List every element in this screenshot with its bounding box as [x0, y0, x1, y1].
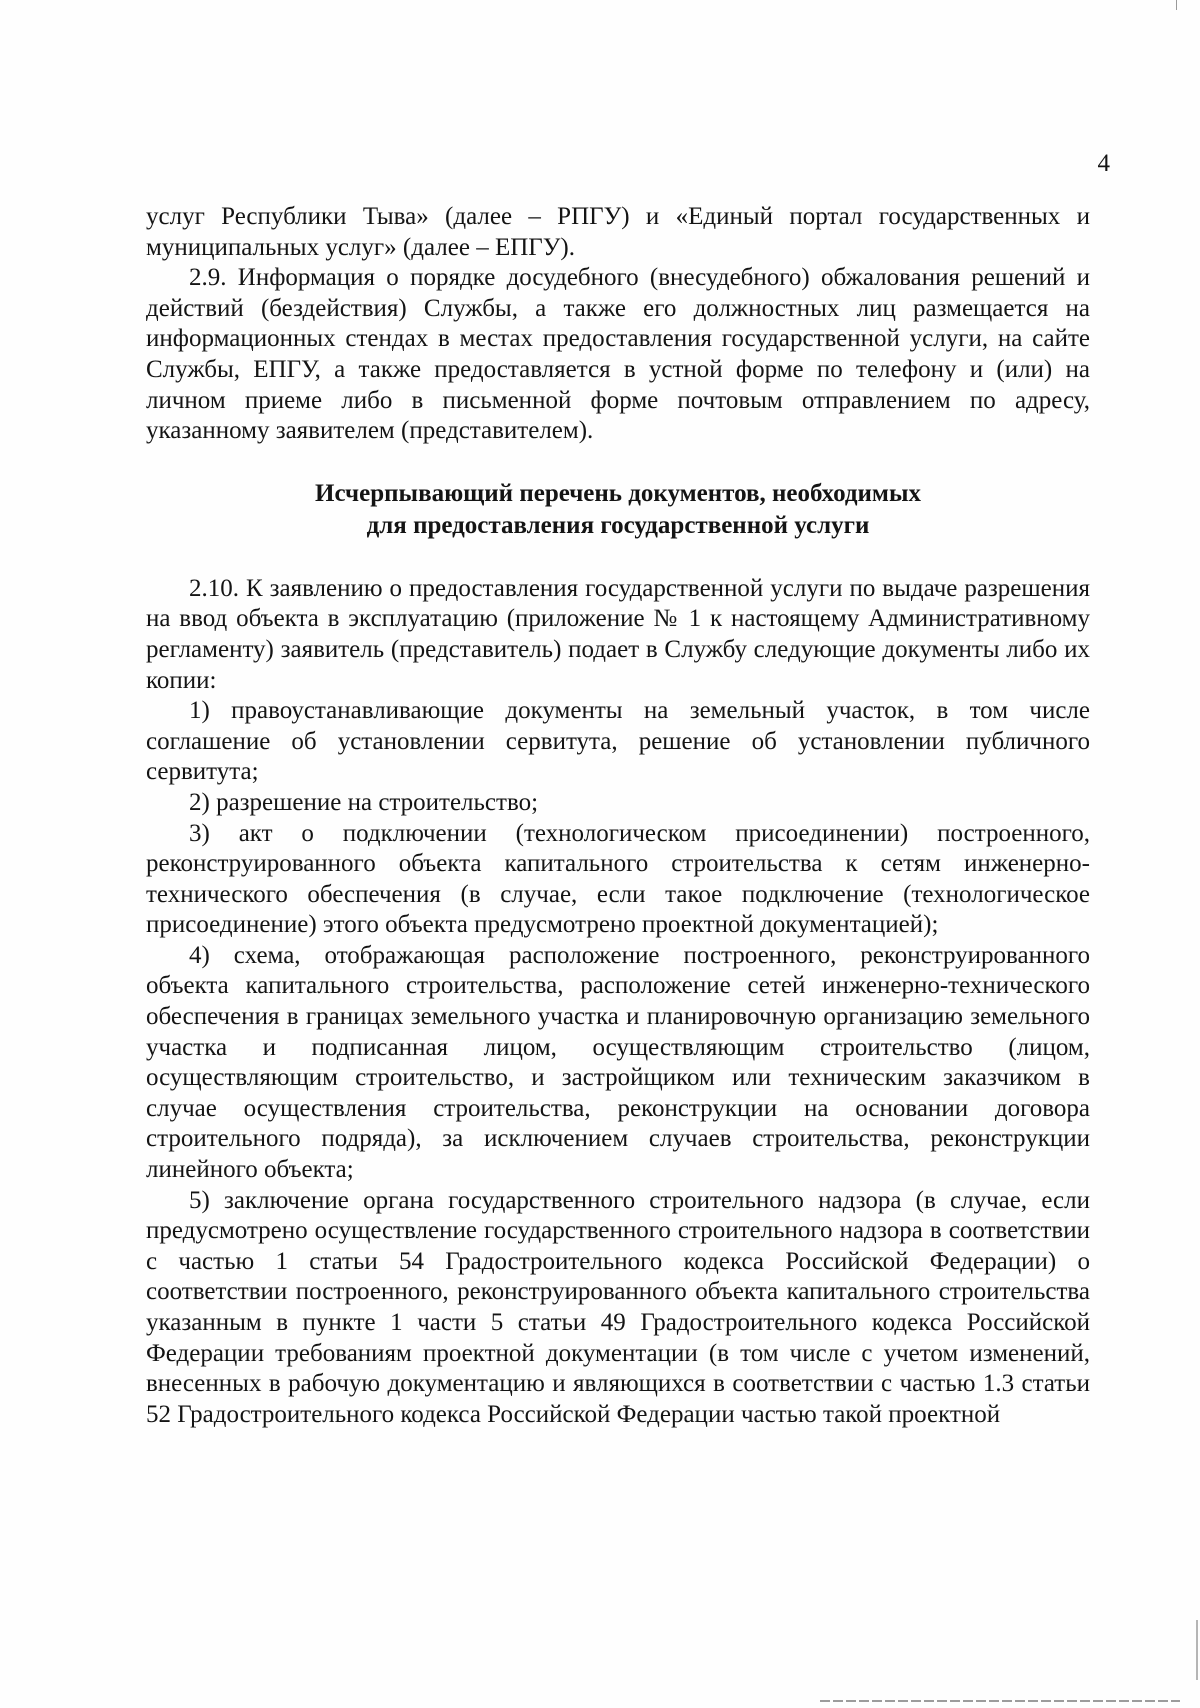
list-item-4: 4) схема, отображающая расположение построенного, реконструированного объекта капитального строительства, расположение сетей инженерно-технического обеспечения в границах земельного участка и планировочную организацию земельного участка и подписанная лицом, осуществляющим строительство (лицом, осуществляющим строительство, и застройщиком или техническим заказчиком в случае осуществления строительства, реконструкции на основании договора строительного подряда), за исключением случаев строительства, реконструкции линейного объекта;: [146, 941, 1090, 1184]
page-number: 4: [1097, 150, 1110, 177]
list-item-5: 5) заключение органа государственного строительного надзора (в случае, если предусмотрено осуществление государственного строительного надзора в соответствии с частью 1 статьи 54 Градостроительного кодекса Российской Федерации) о соответствии построенного, реконструированного объекта капитального строительства указанным в пункте 1 части 5 статьи 49 Градостроительного кодекса Российской Федерации требованиям проектной документации (в том числе с учетом изменений, внесенных в рабочую документацию и являющихся в соответствии с частью 1.3 статьи 52 Градостроительного кодекса Российской Федерации частью такой проектной: [146, 1186, 1090, 1428]
section-heading-line-2: для предоставления государственной услуги: [366, 511, 870, 539]
paragraph-2-10: 2.10. К заявлению о предоставления государственной услуги по выдаче разрешения на ввод объекта в эксплуатацию (приложение № 1 к настоящему Административному регламенту) заявитель (представитель) подает в Службу следующие документы либо их копии:: [146, 574, 1090, 694]
scan-artifact-top: [1176, 0, 1177, 10]
paragraph-2-9: 2.9. Информация о порядке досудебного (внесудебного) обжалования решений и действий (бездействия) Службы, а также его должностных лиц размещается на информационных стендах в местах предоставления государственной услуги, на сайте Службы, ЕПГУ, а также предоставляется в устной форме по телефону и (или) на личном приеме либо в письменной форме почтовым отправлением по адресу, указанному заявителем (представителем).: [146, 264, 1090, 445]
scan-artifact-bottom: [820, 1700, 1180, 1702]
paragraph-continuation: услуг Республики Тыва» (далее – РПГУ) и «Единый портал государственных и муниципальных услуг» (далее – ЕПГУ).: [146, 203, 1090, 261]
list-item-2: 2) разрешение на строительство;: [189, 788, 539, 816]
section-heading: [146, 478, 1090, 542]
list-item-3: 3) акт о подключении (технологическом присоединении) построенного, реконструированного объекта капитального строительства к сетям инженерно-технического обеспечения (в случае, если такое подключение (технологическое присоединение) этого объекта предусмотрено проектной документацией);: [146, 819, 1090, 939]
section-heading-line-1: Исчерпывающий перечень документов, необходимых: [315, 479, 921, 507]
scan-artifact-right: [1196, 1620, 1198, 1680]
list-item-1: 1) правоустанавливающие документы на земельный участок, в том числе соглашение об установлении сервитута, решение об установлении публичного сервитута;: [146, 697, 1090, 786]
document-body: [146, 202, 1090, 1430]
